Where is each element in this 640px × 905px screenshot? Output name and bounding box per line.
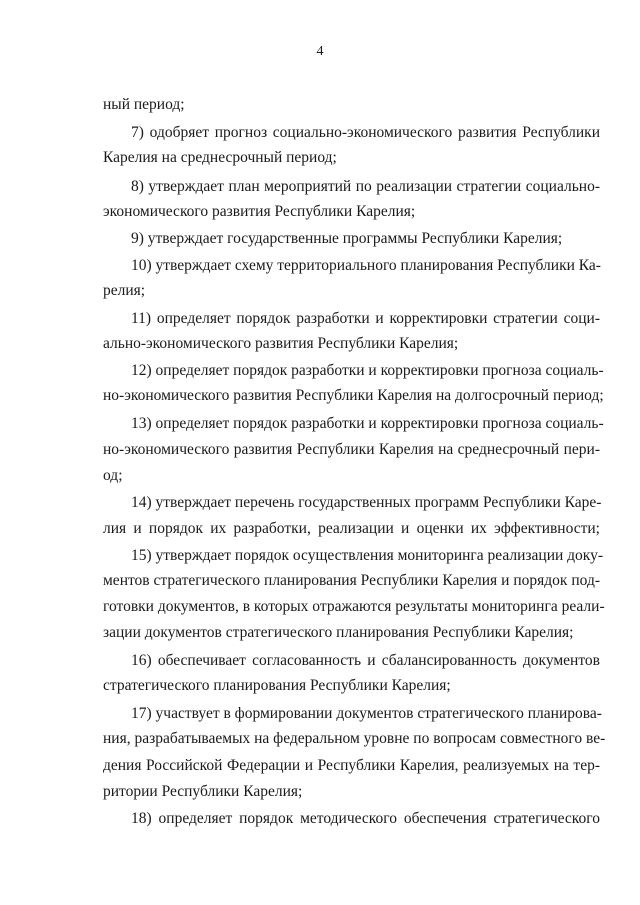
- text-line: ментов стратегического планирования Республики Карелия и порядок под-: [103, 572, 600, 589]
- text-line: 10) утверждает схему территориального планирования Республики Ка-: [131, 257, 601, 274]
- text-line: но-экономического развития Республики Карелия на долгосрочный период;: [103, 387, 604, 404]
- text-line: 18) определяет порядок методического обеспечения стратегического: [131, 810, 600, 827]
- text-line: од;: [103, 467, 123, 484]
- text-line: 11) определяет порядок разработки и корректировки стратегии соци-: [131, 310, 600, 327]
- text-line: 7) одобряет прогноз социально-экономического развития Республики: [131, 124, 600, 141]
- text-line: зации документов стратегического планирования Республики Карелия;: [103, 624, 574, 641]
- text-line: лия и порядок их разработки, реализации и оценки их эффективности;: [103, 520, 600, 537]
- text-line: 13) определяет порядок разработки и корректировки прогноза социаль-: [131, 415, 604, 432]
- text-line: дения Российской Федерации и Республики Карелия, реализуемых на тер-: [103, 757, 600, 774]
- text-line: 8) утверждает план мероприятий по реализации стратегии социально-: [131, 178, 600, 195]
- text-line: 12) определяет порядок разработки и корректировки прогноза социаль-: [131, 362, 604, 379]
- text-line: ния, разрабатываемых на федеральном уровне по вопросам совместного ве-: [103, 730, 606, 747]
- text-line: 16) обеспечивает согласованность и сбалансированность документов: [131, 652, 600, 669]
- page-number: 4: [316, 44, 324, 59]
- text-line: но-экономического развития Республики Карелия на среднесрочный пери-: [103, 441, 600, 458]
- text-line: ный период;: [103, 96, 185, 113]
- text-line: ально-экономического развития Республики Карелия;: [103, 335, 459, 352]
- text-line: 15) утверждает порядок осуществления мониторинга реализации доку-: [131, 547, 604, 564]
- text-line: стратегического планирования Республики Карелия;: [103, 677, 451, 694]
- text-line: ритории Республики Карелия;: [103, 783, 303, 800]
- text-line: экономического развития Республики Карелия;: [103, 203, 416, 220]
- text-line: релия;: [103, 282, 146, 299]
- text-line: 17) участвует в формировании документов стратегического планирова-: [131, 705, 602, 722]
- text-line: 14) утверждает перечень государственных программ Республики Каре-: [131, 494, 602, 511]
- text-line: готовки документов, в которых отражаются результаты мониторинга реали-: [103, 598, 605, 615]
- text-line: Карелия на среднесрочный период;: [103, 149, 337, 166]
- text-line: 9) утверждает государственные программы Республики Карелия;: [131, 230, 563, 247]
